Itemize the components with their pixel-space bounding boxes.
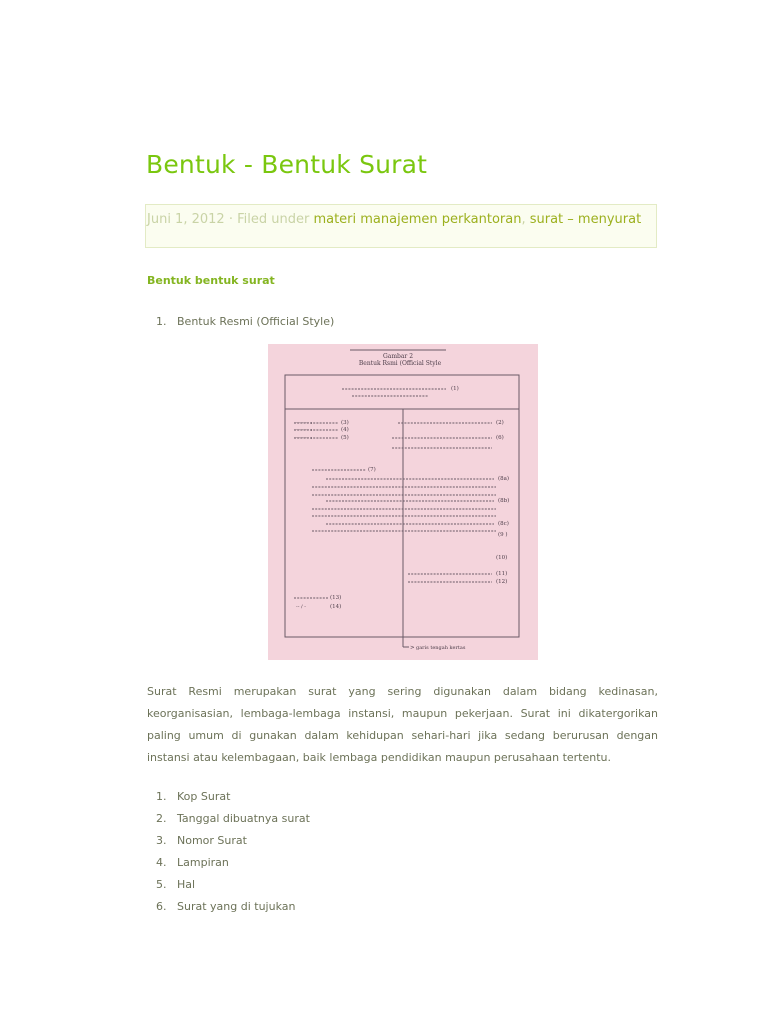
list-text: Surat yang di tujukan (177, 900, 296, 913)
list-number: 4. (156, 856, 167, 869)
list-text: Hal (177, 878, 196, 891)
marker-label: (13) (330, 595, 342, 601)
list-item (156, 311, 334, 333)
category-link-materi[interactable]: materi manajemen perkantoran (313, 212, 522, 227)
marker-label: (5) (341, 435, 349, 441)
list-number: 3. (156, 834, 167, 847)
second-list (156, 786, 310, 918)
caption-line-2: Bentuk Rsmi (Official Style (358, 360, 442, 367)
list-number: 6. (156, 900, 167, 913)
list-item (156, 808, 310, 830)
section-heading: Bentuk bentuk surat (147, 274, 275, 287)
marker-label: (10) (496, 555, 508, 561)
marker-label: (2) (496, 420, 504, 426)
list-text: Lampiran (177, 856, 229, 869)
marker-label: (12) (496, 579, 508, 585)
left-prefix: ---------- : (294, 436, 313, 441)
date-prefix: -- / - (296, 604, 306, 610)
letter-layout-diagram (268, 344, 538, 660)
list-text: Tanggal dibuatnya surat (177, 812, 310, 825)
list-text: Nomor Surat (177, 834, 247, 847)
caption-line-1: Gambar 2 (382, 353, 414, 360)
marker-label: (4) (341, 427, 349, 433)
marker-label: (6) (496, 435, 504, 441)
arrow-icon: > (410, 645, 415, 651)
list-text: Kop Surat (177, 790, 231, 803)
first-list (156, 311, 334, 333)
list-number: 1. (156, 315, 167, 328)
list-text: Bentuk Resmi (Official Style) (177, 315, 335, 328)
list-item (156, 874, 310, 896)
page-title: Bentuk - Bentuk Surat (146, 150, 428, 179)
marker-label: (14) (330, 604, 342, 610)
list-item (156, 786, 310, 808)
post-date: Juni 1, 2012 (147, 212, 225, 227)
marker-label: (8a) (498, 476, 510, 482)
filed-under-label: · Filed under (228, 212, 310, 227)
category-separator: , (521, 212, 526, 227)
marker-label: (11) (496, 571, 508, 577)
list-item (156, 830, 310, 852)
left-prefix: ---------- : (294, 421, 313, 426)
marker-label: (1) (451, 386, 459, 392)
marker-label: (9 ) (498, 532, 508, 538)
marker-label: (8b) (498, 498, 510, 504)
list-number: 5. (156, 878, 167, 891)
list-item (156, 896, 310, 918)
marker-labels (330, 385, 509, 610)
left-prefix: ---------- : (294, 428, 313, 433)
center-line-label: garis tengah kertas (416, 645, 466, 651)
marker-label: (7) (368, 467, 376, 473)
list-item (156, 852, 310, 874)
list-number: 2. (156, 812, 167, 825)
marker-label: (3) (341, 420, 349, 426)
official-style-figure (268, 344, 538, 660)
category-link-surat[interactable]: surat – menyurat (529, 212, 642, 227)
marker-label: (8c) (498, 521, 509, 527)
body-paragraph: Surat Resmi merupakan surat yang sering digunakan dalam bidang kedinasan, keorganisasian, lembaga-lembaga instansi, maupun pekerjaan. Surat ini dikatergorikan paling umum di gunakan dalam kehidupan sehari-hari jika sedang berurusan dengan instansi atau kelembagaan, baik lembaga pendidikan maupun perusahaan tertentu. (147, 685, 658, 764)
post-meta (145, 204, 657, 248)
list-number: 1. (156, 790, 167, 803)
dash-lines (294, 389, 496, 598)
